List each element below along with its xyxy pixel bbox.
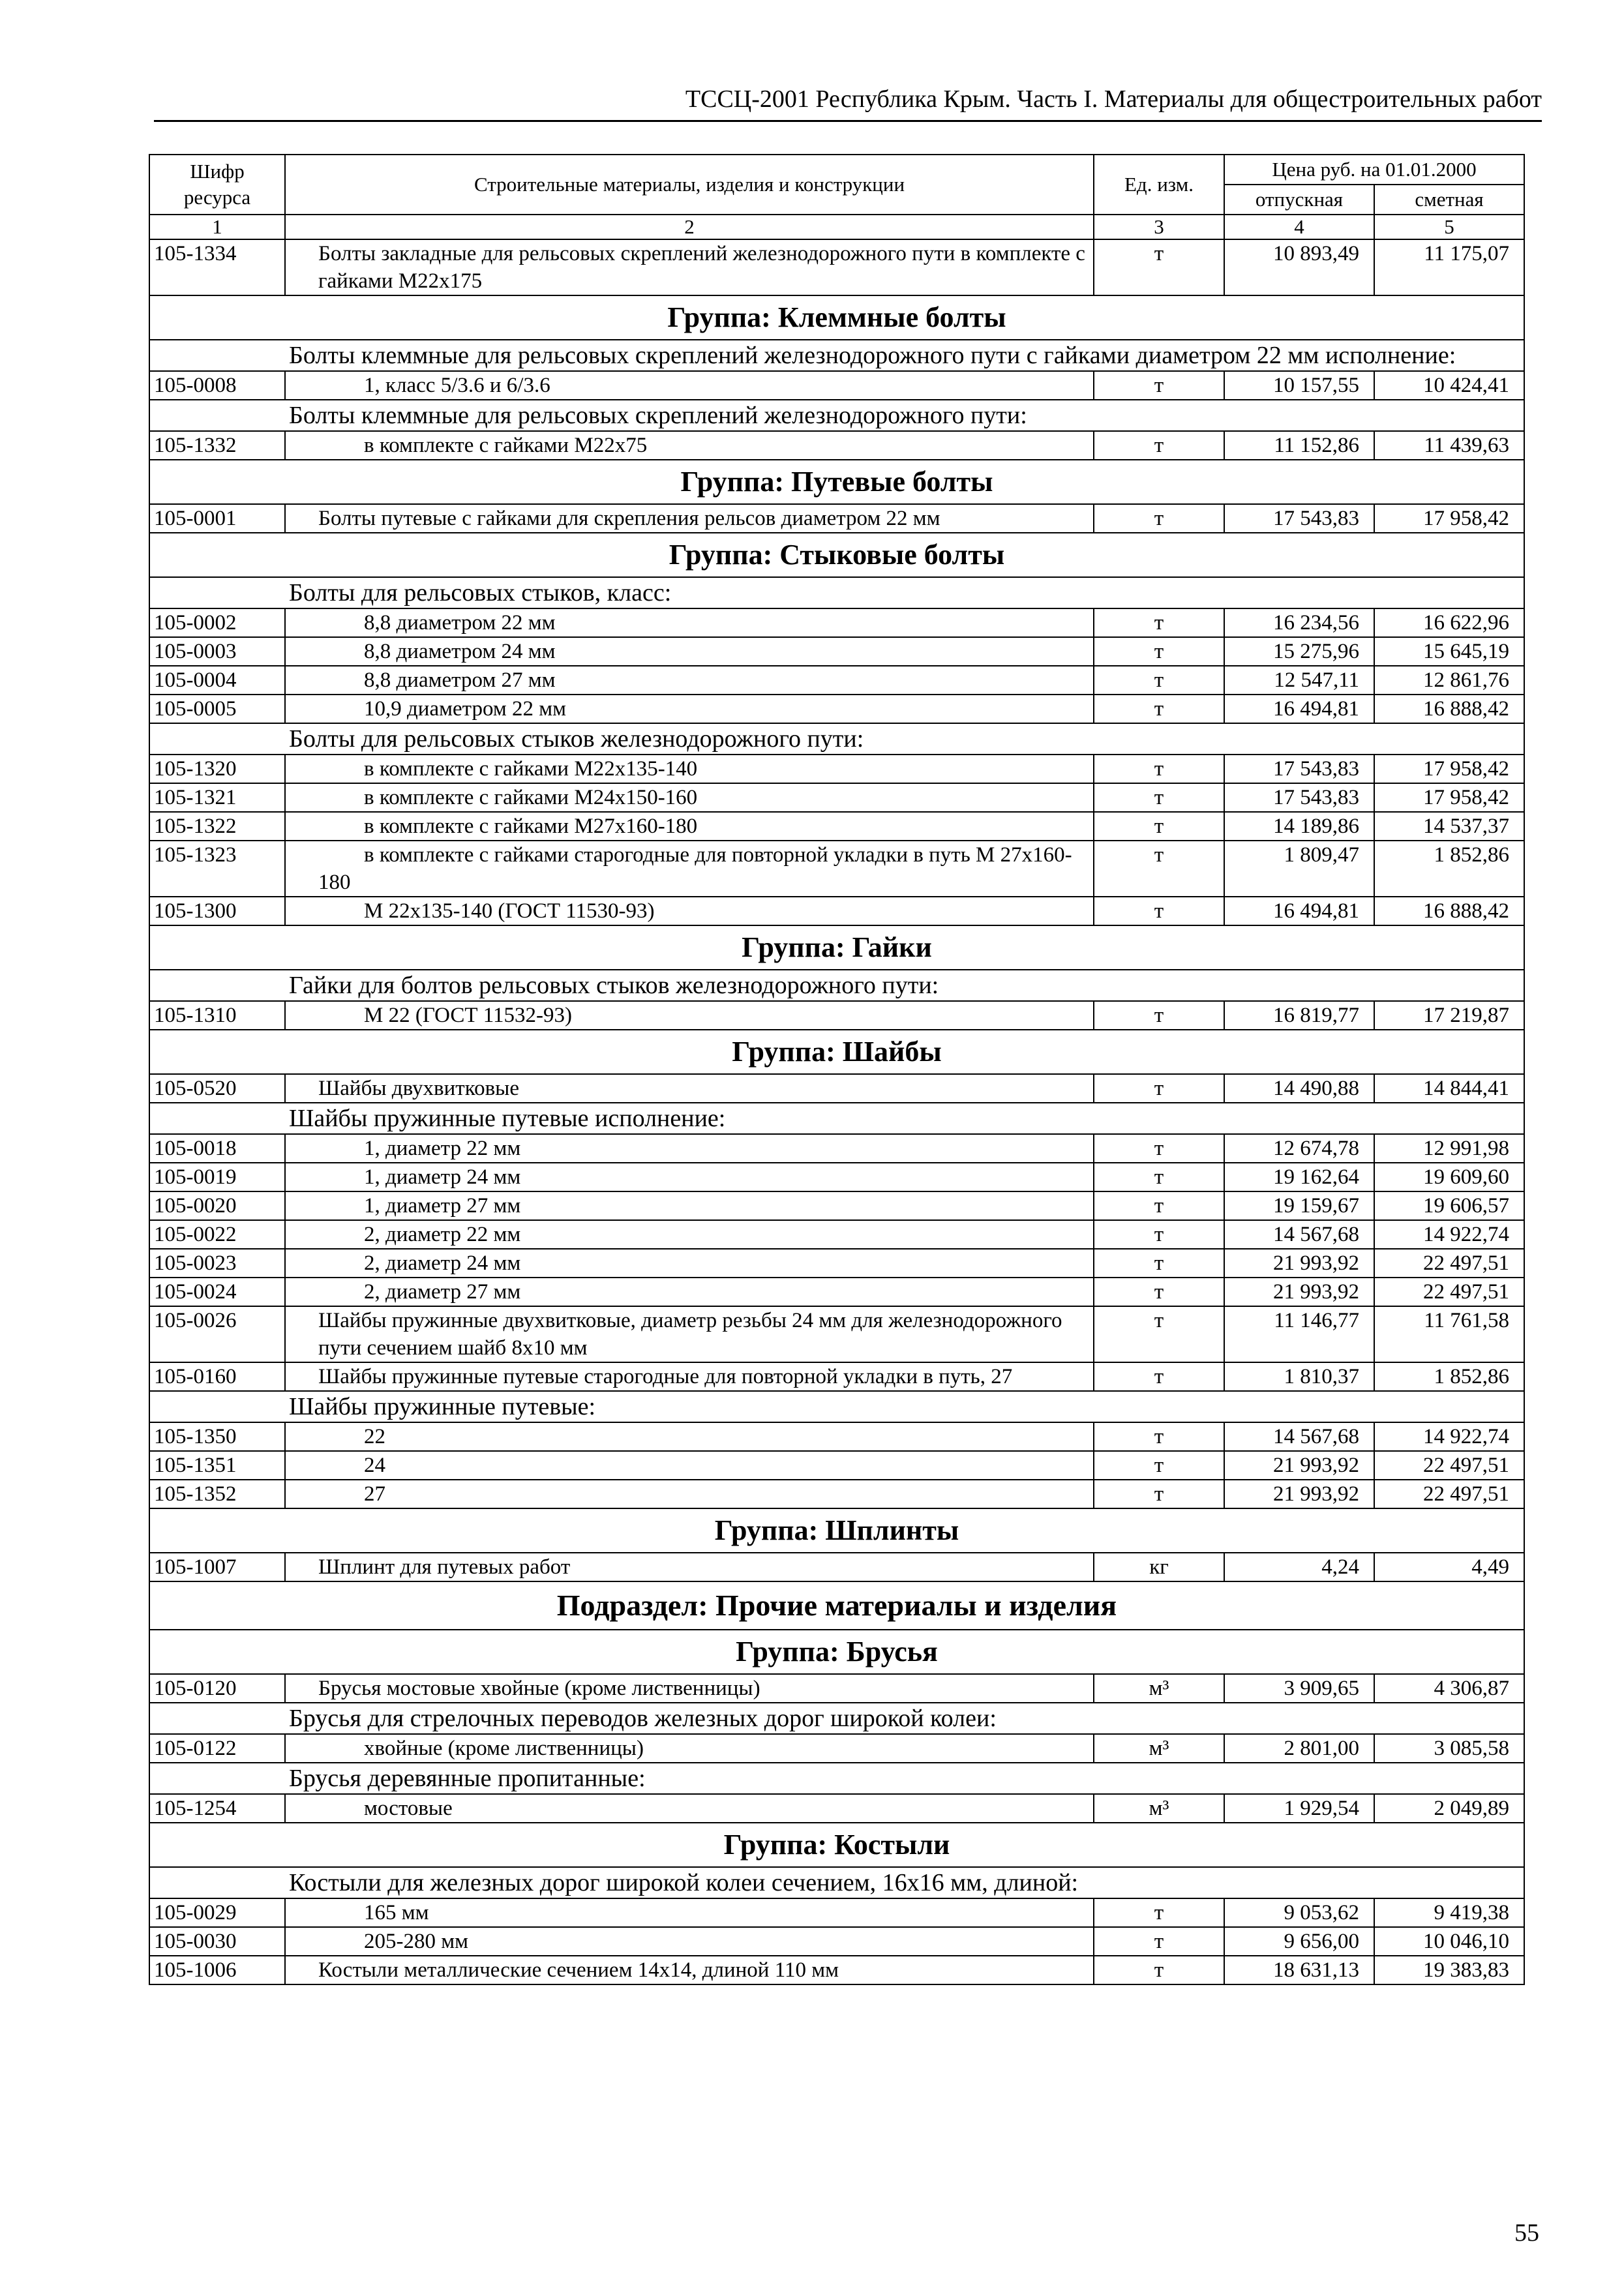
header-estimate-price: сметная xyxy=(1374,185,1524,215)
estimate-price: 10 046,10 xyxy=(1374,1927,1524,1956)
release-price: 16 494,81 xyxy=(1224,897,1374,925)
release-price: 10 157,55 xyxy=(1224,371,1374,400)
subsection-row xyxy=(149,1581,1524,1630)
description-row xyxy=(149,400,1524,431)
header-name: Строительные материалы, изделия и конструкции xyxy=(285,155,1094,215)
table-row xyxy=(149,1734,1524,1763)
unit-cell: т xyxy=(1094,371,1224,400)
estimate-price: 1 852,86 xyxy=(1374,841,1524,897)
unit-cell: т xyxy=(1094,755,1224,783)
material-name: 22 xyxy=(285,1422,1094,1451)
release-price: 12 547,11 xyxy=(1224,666,1374,695)
unit-cell: т xyxy=(1094,1191,1224,1220)
table-row xyxy=(149,783,1524,812)
group-title: Группа: Шплинты xyxy=(149,1508,1524,1553)
unit-cell: т xyxy=(1094,783,1224,812)
material-name: 10,9 диаметром 22 мм xyxy=(285,695,1094,723)
estimate-price: 11 761,58 xyxy=(1374,1306,1524,1362)
table-row xyxy=(149,608,1524,637)
unit-cell: т xyxy=(1094,897,1224,925)
subsection-title: Подраздел: Прочие материалы и изделия xyxy=(149,1581,1524,1630)
release-price: 17 543,83 xyxy=(1224,783,1374,812)
description-code-cell xyxy=(149,723,285,755)
description-row xyxy=(149,1103,1524,1134)
estimate-price: 3 085,58 xyxy=(1374,1734,1524,1763)
description-text: Болты клеммные для рельсовых скреплений железнодорожного пути с гайками диаметром 22 мм исполнение: xyxy=(285,340,1524,371)
release-price: 12 674,78 xyxy=(1224,1134,1374,1163)
description-row xyxy=(149,1703,1524,1734)
release-price: 14 189,86 xyxy=(1224,812,1374,841)
material-name: 8,8 диаметром 27 мм xyxy=(285,666,1094,695)
group-title: Группа: Шайбы xyxy=(149,1030,1524,1074)
material-name: 27 xyxy=(285,1480,1094,1508)
estimate-price: 14 922,74 xyxy=(1374,1220,1524,1249)
group-title: Группа: Брусья xyxy=(149,1630,1524,1674)
unit-cell: т xyxy=(1094,1362,1224,1391)
table-row xyxy=(149,1480,1524,1508)
description-code-cell xyxy=(149,577,285,608)
group-title: Группа: Клеммные болты xyxy=(149,295,1524,340)
resource-code: 105-0019 xyxy=(149,1163,285,1191)
unit-cell: т xyxy=(1094,1278,1224,1306)
description-text: Шайбы пружинные путевые: xyxy=(285,1391,1524,1422)
description-code-cell xyxy=(149,1103,285,1134)
unit-cell: т xyxy=(1094,1220,1224,1249)
unit-cell: т xyxy=(1094,239,1224,295)
release-price: 21 993,92 xyxy=(1224,1278,1374,1306)
table-row xyxy=(149,1134,1524,1163)
release-price: 19 162,64 xyxy=(1224,1163,1374,1191)
release-price: 21 993,92 xyxy=(1224,1480,1374,1508)
description-row xyxy=(149,577,1524,608)
material-name: Шайбы пружинные путевые старогодные для повторной укладки в путь, 27 xyxy=(285,1362,1094,1391)
release-price: 1 809,47 xyxy=(1224,841,1374,897)
header-unit: Ед. изм. xyxy=(1094,155,1224,215)
description-row xyxy=(149,1391,1524,1422)
estimate-price: 12 991,98 xyxy=(1374,1134,1524,1163)
description-text: Гайки для болтов рельсовых стыков железнодорожного пути: xyxy=(285,970,1524,1001)
resource-code: 105-1254 xyxy=(149,1794,285,1823)
table-row xyxy=(149,504,1524,533)
table-row xyxy=(149,1001,1524,1030)
resource-code: 105-0020 xyxy=(149,1191,285,1220)
material-name: 8,8 диаметром 22 мм xyxy=(285,608,1094,637)
group-title: Группа: Гайки xyxy=(149,925,1524,970)
release-price: 10 893,49 xyxy=(1224,239,1374,295)
estimate-price: 14 537,37 xyxy=(1374,812,1524,841)
resource-code: 105-0005 xyxy=(149,695,285,723)
table-row xyxy=(149,1306,1524,1362)
table-row xyxy=(149,1163,1524,1191)
resource-code: 105-1350 xyxy=(149,1422,285,1451)
column-number: 5 xyxy=(1374,215,1524,239)
table-row xyxy=(149,1553,1524,1581)
estimate-price: 19 383,83 xyxy=(1374,1956,1524,1984)
column-number: 2 xyxy=(285,215,1094,239)
material-name: мостовые xyxy=(285,1794,1094,1823)
release-price: 1 810,37 xyxy=(1224,1362,1374,1391)
resource-code: 105-0520 xyxy=(149,1074,285,1103)
description-row xyxy=(149,1867,1524,1898)
material-name: в комплекте с гайками старогодные для повторной укладки в путь М 27х160-180 xyxy=(285,841,1094,897)
estimate-price: 15 645,19 xyxy=(1374,637,1524,666)
release-price: 17 543,83 xyxy=(1224,755,1374,783)
header-code: Шифр ресурса xyxy=(149,155,285,215)
description-row xyxy=(149,970,1524,1001)
material-name: Шплинт для путевых работ xyxy=(285,1553,1094,1581)
estimate-price: 17 958,42 xyxy=(1374,504,1524,533)
material-name: 1, диаметр 22 мм xyxy=(285,1134,1094,1163)
estimate-price: 11 175,07 xyxy=(1374,239,1524,295)
table-row xyxy=(149,1278,1524,1306)
unit-cell: т xyxy=(1094,1898,1224,1927)
column-number: 1 xyxy=(149,215,285,239)
resource-code: 105-0001 xyxy=(149,504,285,533)
unit-cell: т xyxy=(1094,1249,1224,1278)
resource-code: 105-1334 xyxy=(149,239,285,295)
unit-cell: т xyxy=(1094,608,1224,637)
release-price: 17 543,83 xyxy=(1224,504,1374,533)
table-row xyxy=(149,695,1524,723)
description-code-cell xyxy=(149,1391,285,1422)
estimate-price: 1 852,86 xyxy=(1374,1362,1524,1391)
resource-code: 105-1351 xyxy=(149,1451,285,1480)
material-name: 2, диаметр 24 мм xyxy=(285,1249,1094,1278)
estimate-price: 17 958,42 xyxy=(1374,755,1524,783)
description-text: Брусья деревянные пропитанные: xyxy=(285,1763,1524,1794)
table-row xyxy=(149,1927,1524,1956)
material-name: 1, класс 5/3.6 и 6/3.6 xyxy=(285,371,1094,400)
table-row xyxy=(149,666,1524,695)
group-row xyxy=(149,1508,1524,1553)
release-price: 19 159,67 xyxy=(1224,1191,1374,1220)
description-text: Болты для рельсовых стыков, класс: xyxy=(285,577,1524,608)
estimate-price: 17 958,42 xyxy=(1374,783,1524,812)
group-row xyxy=(149,533,1524,577)
unit-cell: т xyxy=(1094,812,1224,841)
group-title: Группа: Путевые болты xyxy=(149,460,1524,504)
unit-cell: т xyxy=(1094,1451,1224,1480)
release-price: 2 801,00 xyxy=(1224,1734,1374,1763)
release-price: 14 490,88 xyxy=(1224,1074,1374,1103)
description-text: Брусья для стрелочных переводов железных дорог широкой колеи: xyxy=(285,1703,1524,1734)
estimate-price: 14 922,74 xyxy=(1374,1422,1524,1451)
table-row xyxy=(149,1674,1524,1703)
release-price: 3 909,65 xyxy=(1224,1674,1374,1703)
table-row xyxy=(149,1451,1524,1480)
table-row xyxy=(149,1362,1524,1391)
release-price: 21 993,92 xyxy=(1224,1451,1374,1480)
table-row xyxy=(149,1074,1524,1103)
description-text: Костыли для железных дорог широкой колеи сечением, 16х16 мм, длиной: xyxy=(285,1867,1524,1898)
group-row xyxy=(149,1030,1524,1074)
column-number: 3 xyxy=(1094,215,1224,239)
resource-code: 105-1321 xyxy=(149,783,285,812)
release-price: 11 152,86 xyxy=(1224,431,1374,460)
unit-cell: т xyxy=(1094,1001,1224,1030)
estimate-price: 19 609,60 xyxy=(1374,1163,1524,1191)
description-row xyxy=(149,723,1524,755)
unit-cell: т xyxy=(1094,1306,1224,1362)
group-row xyxy=(149,925,1524,970)
resource-code: 105-1310 xyxy=(149,1001,285,1030)
estimate-price: 22 497,51 xyxy=(1374,1249,1524,1278)
description-code-cell xyxy=(149,1867,285,1898)
estimate-price: 9 419,38 xyxy=(1374,1898,1524,1927)
material-name: Болты путевые с гайками для скрепления рельсов диаметром 22 мм xyxy=(285,504,1094,533)
table-row xyxy=(149,431,1524,460)
table-row xyxy=(149,1191,1524,1220)
release-price: 14 567,68 xyxy=(1224,1422,1374,1451)
unit-cell: м³ xyxy=(1094,1734,1224,1763)
unit-cell: м³ xyxy=(1094,1674,1224,1703)
unit-cell: т xyxy=(1094,1163,1224,1191)
material-name: 2, диаметр 22 мм xyxy=(285,1220,1094,1249)
page-header: ТССЦ-2001 Республика Крым. Часть I. Материалы для общестроительных работ xyxy=(154,83,1542,122)
release-price: 15 275,96 xyxy=(1224,637,1374,666)
resource-code: 105-1323 xyxy=(149,841,285,897)
table-row xyxy=(149,812,1524,841)
unit-cell: т xyxy=(1094,666,1224,695)
material-name: 2, диаметр 27 мм xyxy=(285,1278,1094,1306)
release-price: 4,24 xyxy=(1224,1553,1374,1581)
release-price: 18 631,13 xyxy=(1224,1956,1374,1984)
description-text: Шайбы пружинные путевые исполнение: xyxy=(285,1103,1524,1134)
description-text: Болты клеммные для рельсовых скреплений железнодорожного пути: xyxy=(285,400,1524,431)
resource-code: 105-0018 xyxy=(149,1134,285,1163)
header-price: Цена руб. на 01.01.2000 xyxy=(1224,155,1524,185)
release-price: 16 494,81 xyxy=(1224,695,1374,723)
table-row xyxy=(149,1898,1524,1927)
table-row xyxy=(149,1794,1524,1823)
resource-code: 105-0120 xyxy=(149,1674,285,1703)
material-name: М 22 (ГОСТ 11532-93) xyxy=(285,1001,1094,1030)
header-release-price: отпускная xyxy=(1224,185,1374,215)
material-name: в комплекте с гайками М24х150-160 xyxy=(285,783,1094,812)
page-number: 55 xyxy=(1514,2219,1539,2247)
description-code-cell xyxy=(149,1703,285,1734)
estimate-price: 4,49 xyxy=(1374,1553,1524,1581)
group-row xyxy=(149,295,1524,340)
resource-code: 105-1006 xyxy=(149,1956,285,1984)
material-name: 8,8 диаметром 24 мм xyxy=(285,637,1094,666)
unit-cell: т xyxy=(1094,637,1224,666)
resource-code: 105-0029 xyxy=(149,1898,285,1927)
resource-code: 105-0122 xyxy=(149,1734,285,1763)
release-price: 16 234,56 xyxy=(1224,608,1374,637)
table-row xyxy=(149,637,1524,666)
description-code-cell xyxy=(149,1763,285,1794)
group-row xyxy=(149,1630,1524,1674)
table-row xyxy=(149,371,1524,400)
column-numbers-row xyxy=(149,215,1524,239)
description-code-cell xyxy=(149,340,285,371)
resource-code: 105-0030 xyxy=(149,1927,285,1956)
group-row xyxy=(149,1823,1524,1867)
table-row xyxy=(149,1249,1524,1278)
estimate-price: 2 049,89 xyxy=(1374,1794,1524,1823)
resource-code: 105-0026 xyxy=(149,1306,285,1362)
release-price: 11 146,77 xyxy=(1224,1306,1374,1362)
table-row xyxy=(149,1956,1524,1984)
release-price: 21 993,92 xyxy=(1224,1249,1374,1278)
estimate-price: 19 606,57 xyxy=(1374,1191,1524,1220)
material-name: 1, диаметр 27 мм xyxy=(285,1191,1094,1220)
material-name: М 22х135-140 (ГОСТ 11530-93) xyxy=(285,897,1094,925)
estimate-price: 22 497,51 xyxy=(1374,1451,1524,1480)
estimate-price: 12 861,76 xyxy=(1374,666,1524,695)
table-row xyxy=(149,1220,1524,1249)
material-name: Костыли металлические сечением 14х14, длиной 110 мм xyxy=(285,1956,1094,1984)
unit-cell: т xyxy=(1094,1956,1224,1984)
estimate-price: 11 439,63 xyxy=(1374,431,1524,460)
material-name: 205-280 мм xyxy=(285,1927,1094,1956)
resource-code: 105-1007 xyxy=(149,1553,285,1581)
unit-cell: т xyxy=(1094,695,1224,723)
resource-code: 105-0160 xyxy=(149,1362,285,1391)
release-price: 1 929,54 xyxy=(1224,1794,1374,1823)
estimate-price: 16 622,96 xyxy=(1374,608,1524,637)
column-number: 4 xyxy=(1224,215,1374,239)
material-name: Шайбы пружинные двухвитковые, диаметр резьбы 24 мм для железнодорожного пути сечением шайб 8х10 мм xyxy=(285,1306,1094,1362)
unit-cell: т xyxy=(1094,431,1224,460)
material-name: Болты закладные для рельсовых скреплений железнодорожного пути в комплекте с гайками М22х175 xyxy=(285,239,1094,295)
material-name: хвойные (кроме лиственницы) xyxy=(285,1734,1094,1763)
unit-cell: кг xyxy=(1094,1553,1224,1581)
release-price: 9 053,62 xyxy=(1224,1898,1374,1927)
group-row xyxy=(149,460,1524,504)
description-code-cell xyxy=(149,970,285,1001)
estimate-price: 10 424,41 xyxy=(1374,371,1524,400)
unit-cell: т xyxy=(1094,1480,1224,1508)
table-row xyxy=(149,1422,1524,1451)
release-price: 9 656,00 xyxy=(1224,1927,1374,1956)
unit-cell: т xyxy=(1094,1134,1224,1163)
table-row xyxy=(149,841,1524,897)
release-price: 16 819,77 xyxy=(1224,1001,1374,1030)
estimate-price: 22 497,51 xyxy=(1374,1480,1524,1508)
estimate-price: 4 306,87 xyxy=(1374,1674,1524,1703)
description-code-cell xyxy=(149,400,285,431)
resource-code: 105-1300 xyxy=(149,897,285,925)
estimate-price: 16 888,42 xyxy=(1374,897,1524,925)
resource-code: 105-0004 xyxy=(149,666,285,695)
group-title: Группа: Стыковые болты xyxy=(149,533,1524,577)
description-text: Болты для рельсовых стыков железнодорожного пути: xyxy=(285,723,1524,755)
release-price: 14 567,68 xyxy=(1224,1220,1374,1249)
material-name: Шайбы двухвитковые xyxy=(285,1074,1094,1103)
table-row xyxy=(149,239,1524,295)
estimate-price: 22 497,51 xyxy=(1374,1278,1524,1306)
estimate-price: 17 219,87 xyxy=(1374,1001,1524,1030)
estimate-price: 14 844,41 xyxy=(1374,1074,1524,1103)
material-name: 165 мм xyxy=(285,1898,1094,1927)
resource-code: 105-0003 xyxy=(149,637,285,666)
description-row xyxy=(149,340,1524,371)
group-title: Группа: Костыли xyxy=(149,1823,1524,1867)
table-row xyxy=(149,755,1524,783)
description-row xyxy=(149,1763,1524,1794)
material-name: 24 xyxy=(285,1451,1094,1480)
table-body xyxy=(149,239,1524,1984)
unit-cell: м³ xyxy=(1094,1794,1224,1823)
resource-code: 105-1332 xyxy=(149,431,285,460)
unit-cell: т xyxy=(1094,504,1224,533)
unit-cell: т xyxy=(1094,1422,1224,1451)
resource-code: 105-0002 xyxy=(149,608,285,637)
unit-cell: т xyxy=(1094,1927,1224,1956)
resource-code: 105-0024 xyxy=(149,1278,285,1306)
resource-code: 105-0023 xyxy=(149,1249,285,1278)
resource-code: 105-0022 xyxy=(149,1220,285,1249)
material-name: в комплекте с гайками М27х160-180 xyxy=(285,812,1094,841)
material-name: в комплекте с гайками М22х135-140 xyxy=(285,755,1094,783)
resource-code: 105-1322 xyxy=(149,812,285,841)
table-row xyxy=(149,897,1524,925)
estimate-price: 16 888,42 xyxy=(1374,695,1524,723)
unit-cell: т xyxy=(1094,841,1224,897)
price-table xyxy=(149,154,1525,1985)
unit-cell: т xyxy=(1094,1074,1224,1103)
material-name: 1, диаметр 24 мм xyxy=(285,1163,1094,1191)
material-name: Брусья мостовые хвойные (кроме лиственницы) xyxy=(285,1674,1094,1703)
resource-code: 105-0008 xyxy=(149,371,285,400)
resource-code: 105-1320 xyxy=(149,755,285,783)
resource-code: 105-1352 xyxy=(149,1480,285,1508)
material-name: в комплекте с гайками М22х75 xyxy=(285,431,1094,460)
table-header xyxy=(149,155,1524,239)
